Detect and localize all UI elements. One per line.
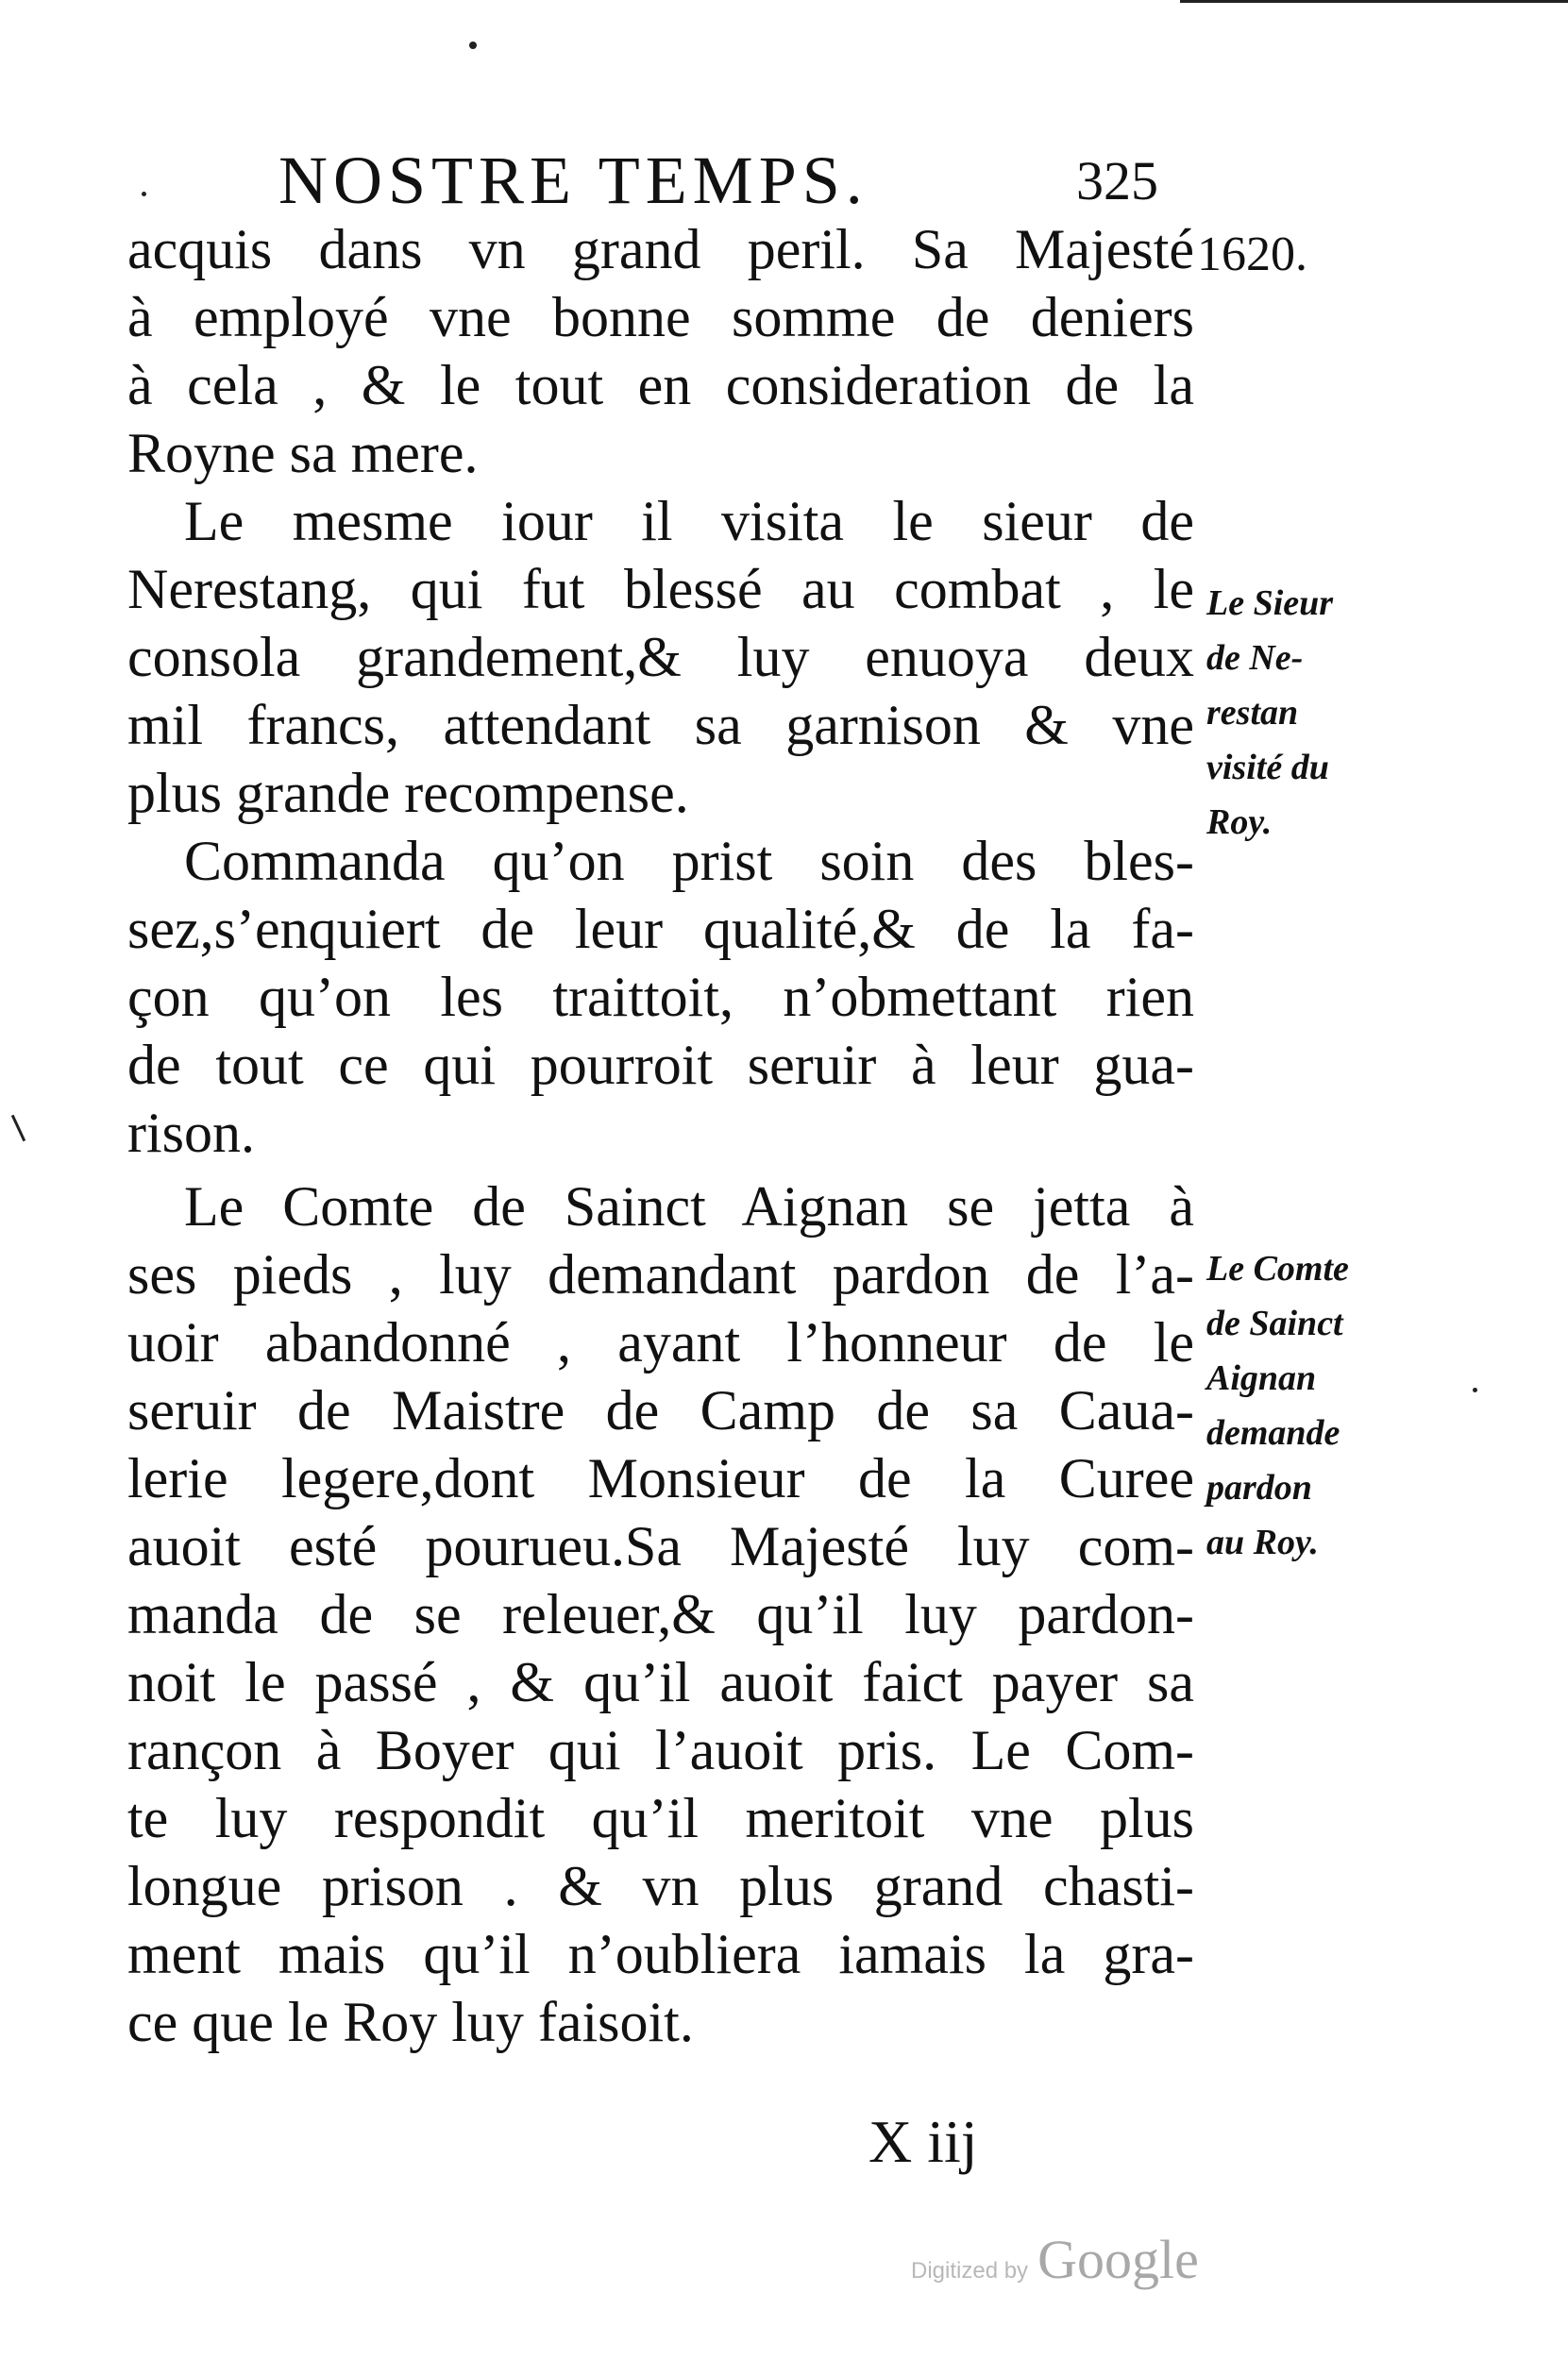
scan-speck: [1473, 1388, 1477, 1392]
watermark-prefix: Digitized by: [911, 2258, 1029, 2284]
margin-note-line: au Roy.: [1206, 1523, 1319, 1562]
scan-mark: [11, 1115, 25, 1141]
text-line: de tout ce qui pourroit seruir à leur gua-: [127, 1034, 1194, 1096]
margin-note-aignan: [1206, 1241, 1395, 1570]
text-line: à cela , & le tout en consideration de la: [127, 354, 1194, 416]
margin-note-line: demande: [1206, 1413, 1340, 1453]
text-line: Nerestang, qui fut blessé au combat , le: [127, 558, 1194, 620]
text-line: Royne sa mere.: [127, 422, 479, 484]
text-line: te luy respondit qu’il meritoit vne plus: [127, 1787, 1194, 1849]
text-line: acquis dans vn grand peril. Sa Majesté: [127, 218, 1194, 280]
text-line: à employé vne bonne somme de deniers: [127, 286, 1194, 348]
text-line: ment mais qu’il n’oubliera iamais la gra-: [127, 1923, 1194, 1985]
text-line: ce que le Roy luy faisoit.: [127, 1991, 694, 2053]
text-line: noit le passé , & qu’il auoit faict payer sa: [127, 1651, 1194, 1713]
margin-note-line: de Ne-: [1206, 638, 1304, 678]
text-line: rison.: [127, 1102, 255, 1164]
text-line: manda de se releuer,& qu’il luy pardon-: [127, 1583, 1194, 1645]
text-line: uoir abandonné , ayant l’honneur de le: [127, 1311, 1194, 1374]
text-line: seruir de Maistre de Camp de sa Caua-: [127, 1379, 1194, 1441]
text-line: consola grandement,& luy enuoya deux: [127, 626, 1194, 688]
digitized-watermark: [911, 2228, 1199, 2291]
scan-speck: [142, 192, 146, 196]
text-line: rançon à Boyer qui l’auoit pris. Le Com-: [127, 1719, 1194, 1781]
text-line: Commanda qu’on prist soin des bles-: [184, 830, 1194, 892]
page-number: 325: [1076, 150, 1158, 211]
body-text: [127, 215, 1194, 2056]
text-line: plus grande recompense.: [127, 762, 689, 824]
running-title: NOSTRE TEMPS.: [278, 143, 868, 218]
text-line: auoit esté pourueu.Sa Majesté luy com-: [127, 1515, 1194, 1577]
paragraph-1: [127, 215, 1194, 487]
margin-note-line: visité du: [1206, 748, 1329, 787]
margin-note-line: Roy.: [1206, 802, 1273, 842]
google-logo: Google: [1037, 2229, 1199, 2290]
text-line: longue prison . & vn plus grand chasti-: [127, 1855, 1194, 1917]
scan-speck: [469, 42, 477, 49]
margin-note-line: Le Sieur: [1206, 583, 1334, 623]
text-line: ses pieds , luy demandant pardon de l’a-: [127, 1243, 1194, 1306]
text-line: mil francs, attendant sa garnison & vne: [127, 694, 1194, 756]
margin-note-line: de Sainct: [1206, 1304, 1343, 1343]
margin-note-line: Aignan: [1206, 1358, 1317, 1398]
margin-note-line: pardon: [1206, 1468, 1312, 1508]
scan-edge-rule: [1180, 0, 1568, 12]
margin-note-nerestang: [1206, 576, 1395, 850]
margin-note-line: Le Comte: [1206, 1249, 1349, 1289]
paragraph-2: [127, 487, 1194, 827]
paragraph-3: [127, 827, 1194, 1167]
year-marginal: 1620.: [1197, 228, 1307, 281]
text-line: çon qu’on les traittoit, n’obmettant rien: [127, 966, 1194, 1028]
text-line: lerie legere,dont Monsieur de la Curee: [127, 1447, 1194, 1509]
paragraph-4: [127, 1172, 1194, 2056]
text-line: sez,s’enquiert de leur qualité,& de la fa-: [127, 898, 1194, 960]
text-line: Le Comte de Sainct Aignan se jetta à: [184, 1175, 1194, 1238]
margin-note-line: restan: [1206, 693, 1299, 733]
text-line: Le mesme iour il visita le sieur de: [184, 490, 1194, 552]
signature-mark: X iij: [868, 2108, 978, 2175]
